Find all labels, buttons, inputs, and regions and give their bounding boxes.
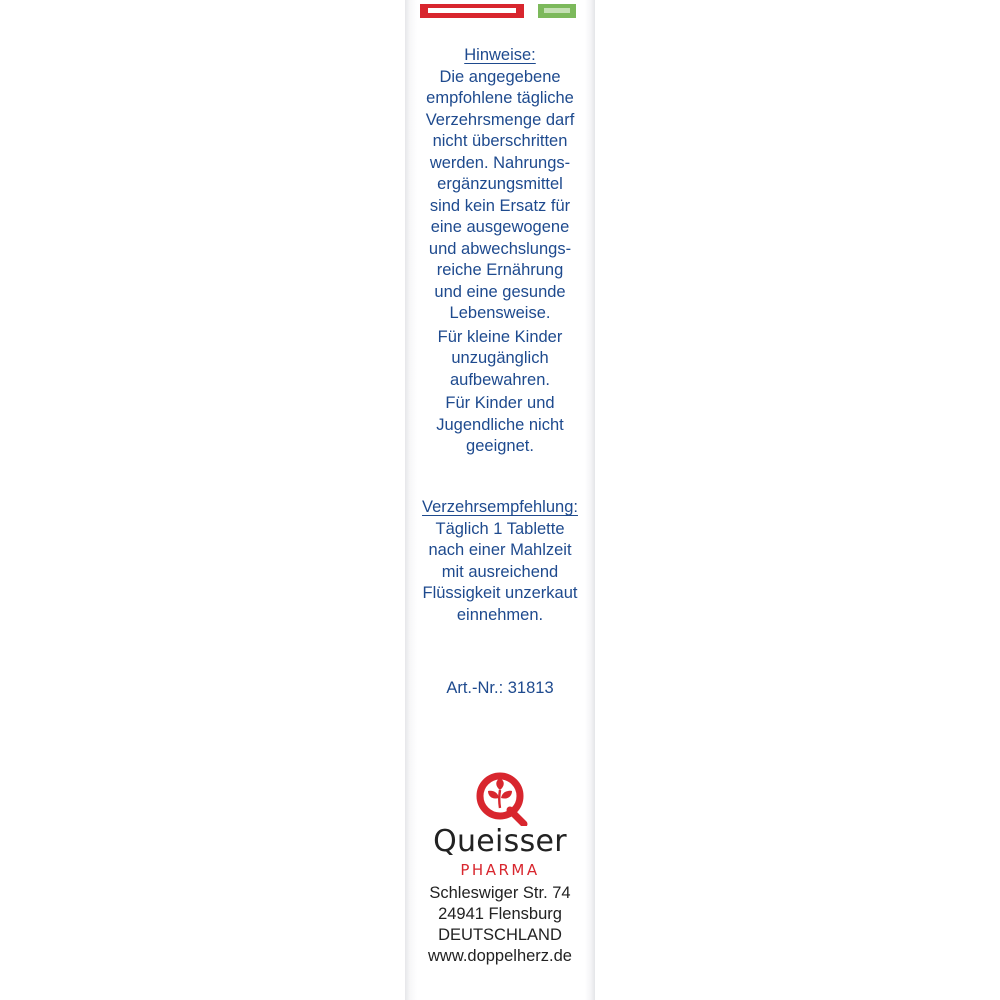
address-street: Schleswiger Str. 74 bbox=[429, 884, 571, 902]
dosage-section bbox=[405, 497, 595, 626]
youth-warning-line: geeignet. bbox=[466, 437, 534, 455]
dosage-line: mit ausreichend bbox=[441, 562, 559, 581]
notes-line: sind kein Ersatz für bbox=[429, 196, 571, 215]
article-number-text: Art.-Nr.: 31813 bbox=[446, 679, 554, 697]
green-label-band bbox=[538, 4, 576, 18]
notes-line: reiche Ernährung bbox=[436, 261, 564, 279]
top-color-strip bbox=[405, 0, 595, 20]
brand-subtitle: PHARMA bbox=[460, 861, 540, 879]
queisser-leaf-logo-icon bbox=[472, 770, 528, 826]
dosage-heading: Verzehrsempfehlung: bbox=[422, 498, 578, 516]
child-warning-line: unzugänglich bbox=[451, 349, 549, 367]
brand-name: Queisser bbox=[433, 824, 567, 859]
youth-warning-line: Für Kinder und bbox=[445, 394, 555, 412]
dosage-line: nach einer Mahlzeit bbox=[428, 541, 572, 559]
child-warning-line: aufbewahren. bbox=[450, 370, 550, 389]
notes-line: Die angegebene bbox=[439, 67, 561, 86]
dosage-line: einnehmen. bbox=[456, 605, 544, 624]
notes-line: Lebensweise. bbox=[449, 304, 551, 322]
youth-warning-line: Jugendliche nicht bbox=[436, 415, 564, 434]
red-label-band bbox=[420, 4, 524, 18]
notes-heading: Hinweise: bbox=[464, 46, 536, 64]
article-number bbox=[405, 678, 595, 700]
website-link: www.doppelherz.de bbox=[427, 947, 572, 965]
address-country: DEUTSCHLAND bbox=[438, 926, 562, 944]
notes-line: nicht überschritten bbox=[432, 132, 568, 150]
notes-line: ergänzungsmittel bbox=[437, 175, 563, 193]
notes-section bbox=[405, 45, 595, 458]
package-side-panel bbox=[405, 0, 595, 1000]
dosage-line: Flüssigkeit unzerkaut bbox=[422, 584, 578, 602]
address-block bbox=[405, 883, 595, 967]
notes-line: eine ausgewogene bbox=[430, 218, 570, 236]
notes-line: Verzehrsmenge darf bbox=[425, 110, 575, 129]
child-warning-line: Für kleine Kinder bbox=[437, 327, 563, 346]
notes-line: empfohlene tägliche bbox=[426, 89, 574, 107]
notes-line: und eine gesunde bbox=[434, 282, 566, 301]
dosage-line: Täglich 1 Tablette bbox=[435, 519, 565, 538]
notes-line: und abwechslungs- bbox=[428, 239, 572, 258]
notes-line: werden. Nahrungs- bbox=[429, 153, 571, 172]
address-city: 24941 Flensburg bbox=[438, 905, 562, 923]
